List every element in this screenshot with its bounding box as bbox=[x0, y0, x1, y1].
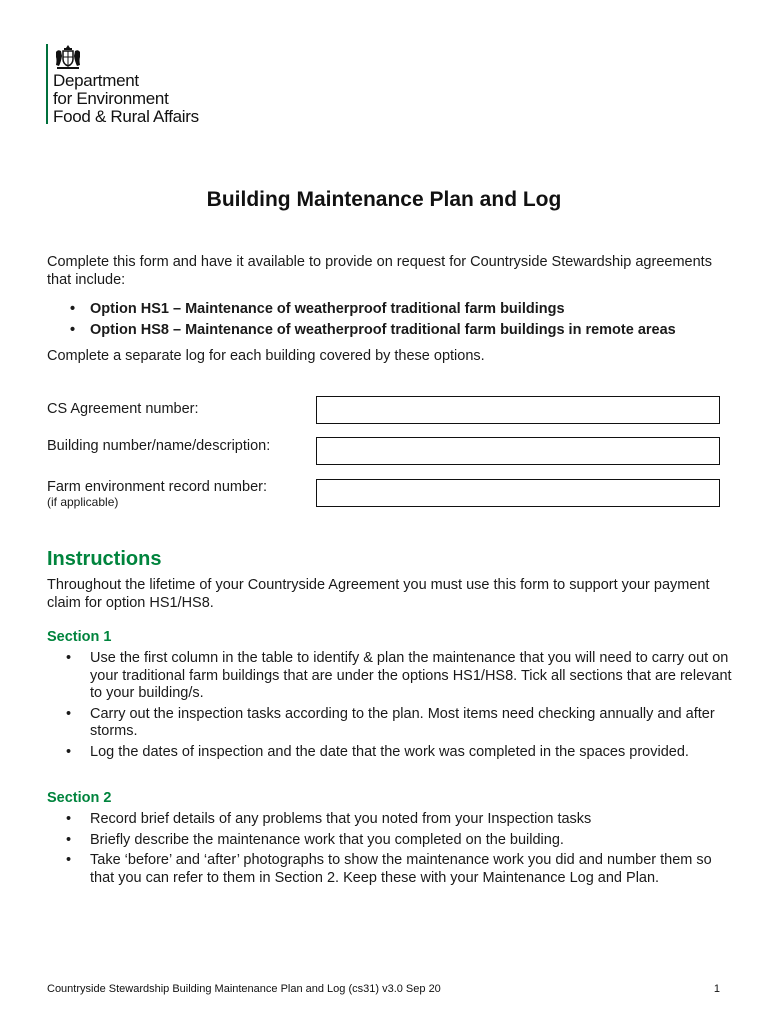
royal-coat-of-arms-icon bbox=[53, 44, 83, 70]
farm-record-sublabel: (if applicable) bbox=[47, 495, 119, 509]
page-number: 1 bbox=[713, 983, 720, 995]
instructions-intro: Throughout the lifetime of your Countryside Agreement you must use this form to support your payment claim for option HS1/HS8. bbox=[47, 577, 710, 611]
list-item: • Use the first column in the table to identify & plan the maintenance that you will need to carry out on your traditional farm buildings that are under the options HS1/HS8. Tick all sections that are relevant to your building/s. bbox=[66, 650, 736, 703]
logo-text bbox=[53, 72, 199, 126]
logo-line-2: for Environment bbox=[53, 89, 169, 108]
intro-paragraph: Complete this form and have it available to provide on request for Countryside Stewardship agreements that include: bbox=[47, 254, 712, 288]
list-item: • Record brief details of any problems that you noted from your Inspection tasks bbox=[66, 811, 736, 829]
list-item: • Take ‘before’ and ‘after’ photographs to show the maintenance work you did and number them so that you can refer to them in Section 2. Keep these with your Maintenance Log and Plan. bbox=[66, 852, 736, 887]
defra-logo bbox=[46, 44, 246, 126]
cs-agreement-input[interactable] bbox=[316, 396, 720, 424]
option-hs1: • Option HS1 – Maintenance of weatherproof traditional farm buildings bbox=[70, 299, 676, 320]
section-2-heading: Section 2 bbox=[47, 790, 112, 806]
page-title: Building Maintenance Plan and Log bbox=[206, 188, 562, 211]
option-hs8: • Option HS8 – Maintenance of weatherproof traditional farm buildings in remote areas bbox=[70, 320, 676, 341]
building-description-input[interactable] bbox=[316, 437, 720, 465]
list-item: • Carry out the inspection tasks according to the plan. Most items need checking annually and after storms. bbox=[66, 706, 736, 741]
section-1-list bbox=[66, 650, 736, 764]
options-list bbox=[70, 299, 676, 341]
logo-green-bar bbox=[46, 44, 48, 124]
cs-agreement-label: CS Agreement number: bbox=[47, 401, 199, 417]
instructions-heading: Instructions bbox=[47, 548, 162, 570]
section-2-list bbox=[66, 811, 736, 890]
farm-record-label: Farm environment record number: bbox=[47, 479, 267, 495]
list-item: • Briefly describe the maintenance work that you completed on the building. bbox=[66, 832, 736, 850]
farm-record-input[interactable] bbox=[316, 479, 720, 507]
logo-line-1: Department bbox=[53, 71, 139, 90]
list-item: • Log the dates of inspection and the date that the work was completed in the spaces provided. bbox=[66, 744, 736, 762]
logo-line-3: Food & Rural Affairs bbox=[53, 107, 199, 126]
building-description-label: Building number/name/description: bbox=[47, 438, 271, 454]
footer-text: Countryside Stewardship Building Maintenance Plan and Log (cs31) v3.0 Sep 20 bbox=[47, 983, 441, 995]
separate-log-note: Complete a separate log for each building covered by these options. bbox=[47, 348, 485, 364]
section-1-heading: Section 1 bbox=[47, 629, 112, 645]
